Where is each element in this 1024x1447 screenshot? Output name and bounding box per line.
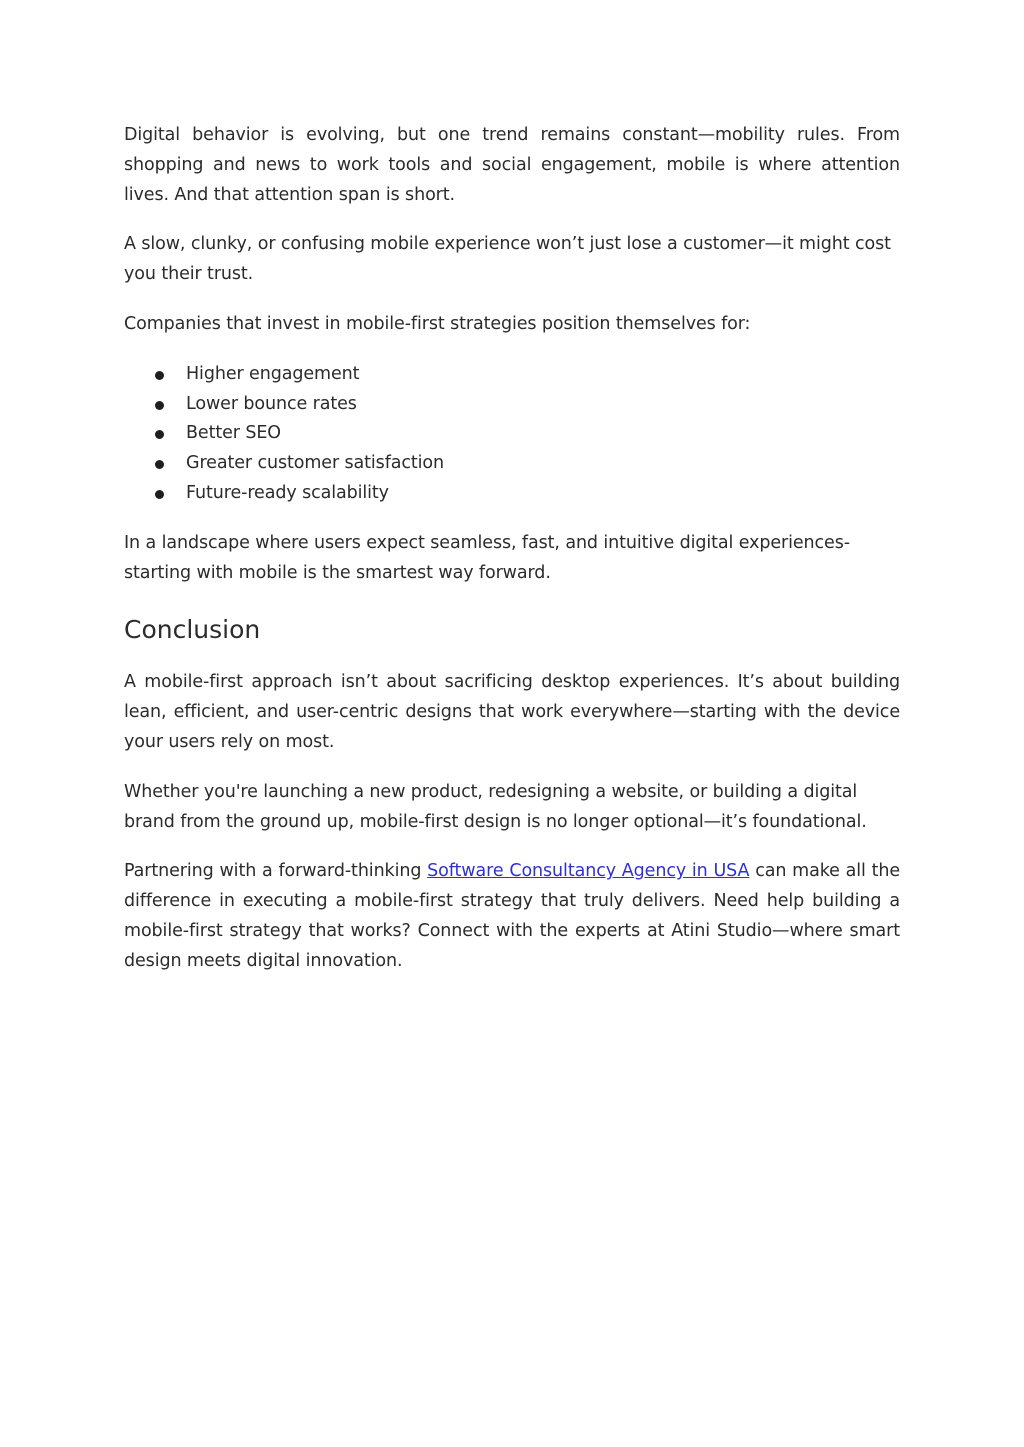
list-item xyxy=(124,419,900,449)
software-consultancy-link[interactable]: Software Consultancy Agency in USA xyxy=(427,861,750,882)
bullet-icon xyxy=(155,460,164,469)
bullet-icon xyxy=(155,371,164,380)
list-item-text: Greater customer satisfaction xyxy=(186,453,445,474)
list-item xyxy=(124,449,900,479)
list-item-text: Higher engagement xyxy=(186,363,360,384)
bullet-icon xyxy=(155,430,164,439)
conclusion-heading: Conclusion xyxy=(124,615,261,645)
intro-paragraph-trust: A slow, clunky, or confusing mobile experience won’t just lose a customer—it might cost you their trust. xyxy=(124,234,891,285)
conclusion-paragraph-partnering xyxy=(124,857,900,976)
after-list-paragraph: In a landscape where users expect seamless, fast, and intuitive digital experiences- starting with mobile is the smartest way forward. xyxy=(124,532,850,583)
conclusion-paragraph-foundational: Whether you're launching a new product, redesigning a website, or building a digital brand from the ground up, mobile-first design is no longer optional—it’s foundational. xyxy=(124,781,867,832)
list-item xyxy=(124,479,900,509)
list-item-text: Lower bounce rates xyxy=(186,393,357,414)
list-item xyxy=(124,390,900,420)
list-item-text: Better SEO xyxy=(186,423,281,444)
benefits-list xyxy=(124,360,900,509)
intro-paragraph-benefits-lead: Companies that invest in mobile-first strategies position themselves for: xyxy=(124,313,751,334)
partnering-text-before-link: Partnering with a forward-thinking xyxy=(124,861,428,882)
document-page xyxy=(124,121,900,997)
intro-paragraph-mobility: Digital behavior is evolving, but one trend remains constant—mobility rules. From shopping and news to work tools and social engagement, mobile is where attention lives. And that attention span is short. xyxy=(124,125,900,205)
list-item-text: Future-ready scalability xyxy=(186,482,389,503)
conclusion-paragraph-approach: A mobile-first approach isn’t about sacrificing desktop experiences. It’s about building lean, efficient, and user-centric designs that work everywhere—starting with the device your users rely on most. xyxy=(124,672,900,752)
bullet-icon xyxy=(155,490,164,499)
list-item xyxy=(124,360,900,390)
bullet-icon xyxy=(155,401,164,410)
partnering-text-after-link: can make all the difference in executing a mobile-first strategy that truly delivers. Need help building a mobile-first strategy that works? Connect with the experts at Atini Studio—where smart design meets digital innovation. xyxy=(124,861,900,971)
